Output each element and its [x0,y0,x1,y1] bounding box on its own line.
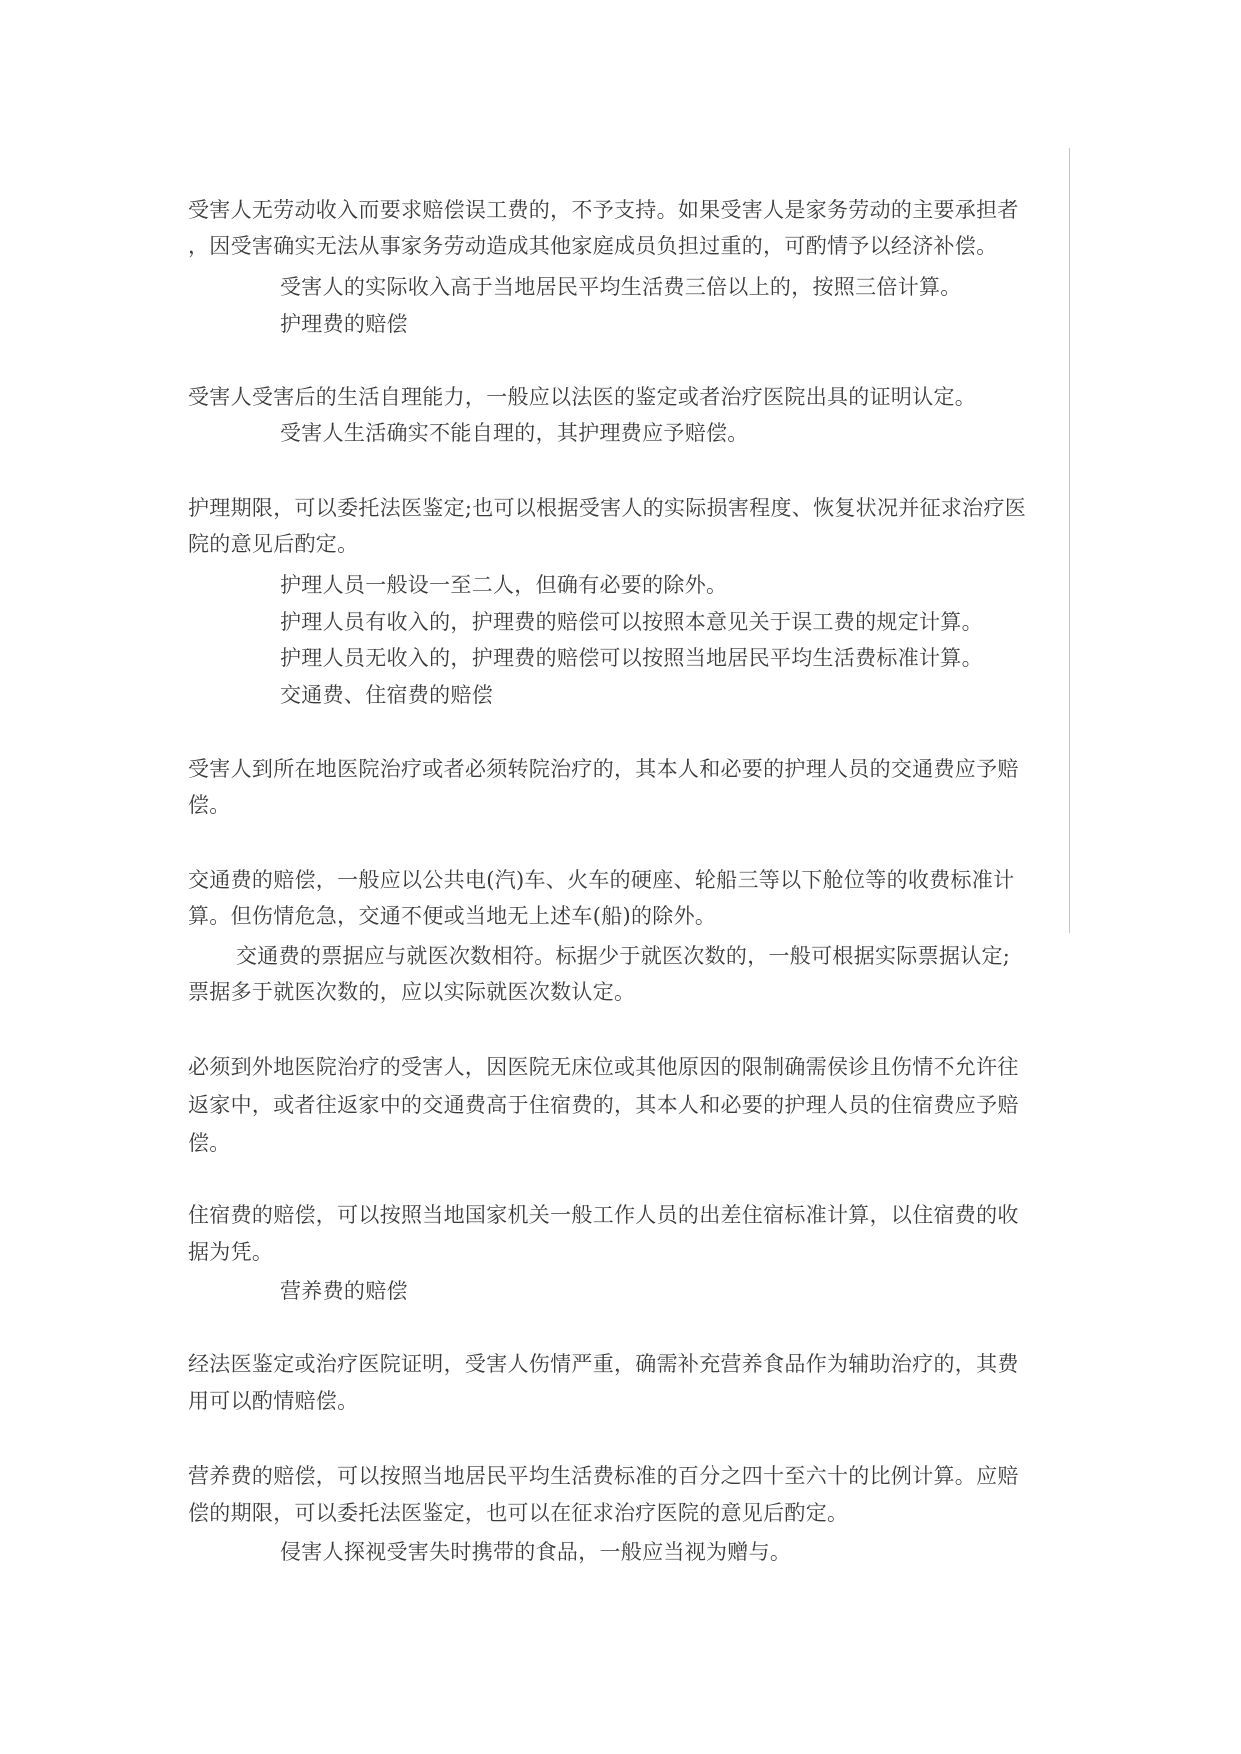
text-line: 偿。 [188,793,231,817]
text-line: 院的意见后酌定。 [188,532,359,556]
section-heading: 护理费的赔偿 [280,312,408,336]
text-line: 侵害人探视受害失时携带的食品，一般应当视为赠与。 [280,1540,792,1564]
text-line: 票据多于就医次数的，应以实际就医次数认定。 [188,980,636,1004]
text-line: 护理人员无收入的，护理费的赔偿可以按照当地居民平均生活费标准计算。 [280,646,983,670]
text-line: 护理人员一般设一至二人，但确有必要的除外。 [280,573,728,597]
text-line: 交通费的赔偿，一般应以公共电(汽)车、火车的硬座、轮船三等以下舱位等的收费标准计 [188,868,1015,892]
text-line: 交通费的票据应与就医次数相符。标据少于就医次数的，一般可根据实际票据认定; [236,944,1011,968]
text-line: 护理人员有收入的，护理费的赔偿可以按照本意见关于误工费的规定计算。 [280,610,983,634]
text-line: 据为凭。 [188,1240,274,1264]
text-line: 受害人的实际收入高于当地居民平均生活费三倍以上的，按照三倍计算。 [280,275,962,299]
text-line: 算。但伤情危急，交通不便或当地无上述车(船)的除外。 [188,904,717,928]
text-line: 受害人生活确实不能自理的，其护理费应予赔偿。 [280,421,749,445]
text-line: 经法医鉴定或治疗医院证明，受害人伤情严重，确需补充营养食品作为辅助治疗的，其费 [188,1352,1019,1376]
text-line: 偿。 [188,1131,231,1155]
section-heading: 交通费、住宿费的赔偿 [280,683,493,707]
text-line: 受害人到所在地医院治疗或者必须转院治疗的，其本人和必要的护理人员的交通费应予赔 [188,757,1019,781]
text-line: 偿的期限，可以委托法医鉴定，也可以在征求治疗医院的意见后酌定。 [188,1501,849,1525]
text-line: 受害人无劳动收入而要求赔偿误工费的，不予支持。如果受害人是家务劳动的主要承担者 [188,198,1019,222]
text-line: 必须到外地医院治疗的受害人，因医院无床位或其他原因的限制确需侯诊且伤情不允许往 [188,1055,1019,1079]
section-heading: 营养费的赔偿 [280,1279,408,1303]
text-line: 用可以酌情赔偿。 [188,1389,359,1413]
text-line: 营养费的赔偿，可以按照当地居民平均生活费标准的百分之四十至六十的比例计算。应赔 [188,1464,1019,1488]
text-line: 返家中，或者往返家中的交通费高于住宿费的，其本人和必要的护理人员的住宿费应予赔 [188,1093,1019,1117]
text-line: 受害人受害后的生活自理能力，一般应以法医的鉴定或者治疗医院出具的证明认定。 [188,385,977,409]
text-line: 护理期限，可以委托法医鉴定;也可以根据受害人的实际损害程度、恢复状况并征求治疗医 [188,496,1027,520]
text-line: 住宿费的赔偿，可以按照当地国家机关一般工作人员的出差住宿标准计算，以住宿费的收 [188,1203,1019,1227]
margin-rule [1069,148,1070,933]
text-line: ，因受害确实无法从事家务劳动造成其他家庭成员负担过重的，可酌情予以经济补偿。 [188,234,998,258]
